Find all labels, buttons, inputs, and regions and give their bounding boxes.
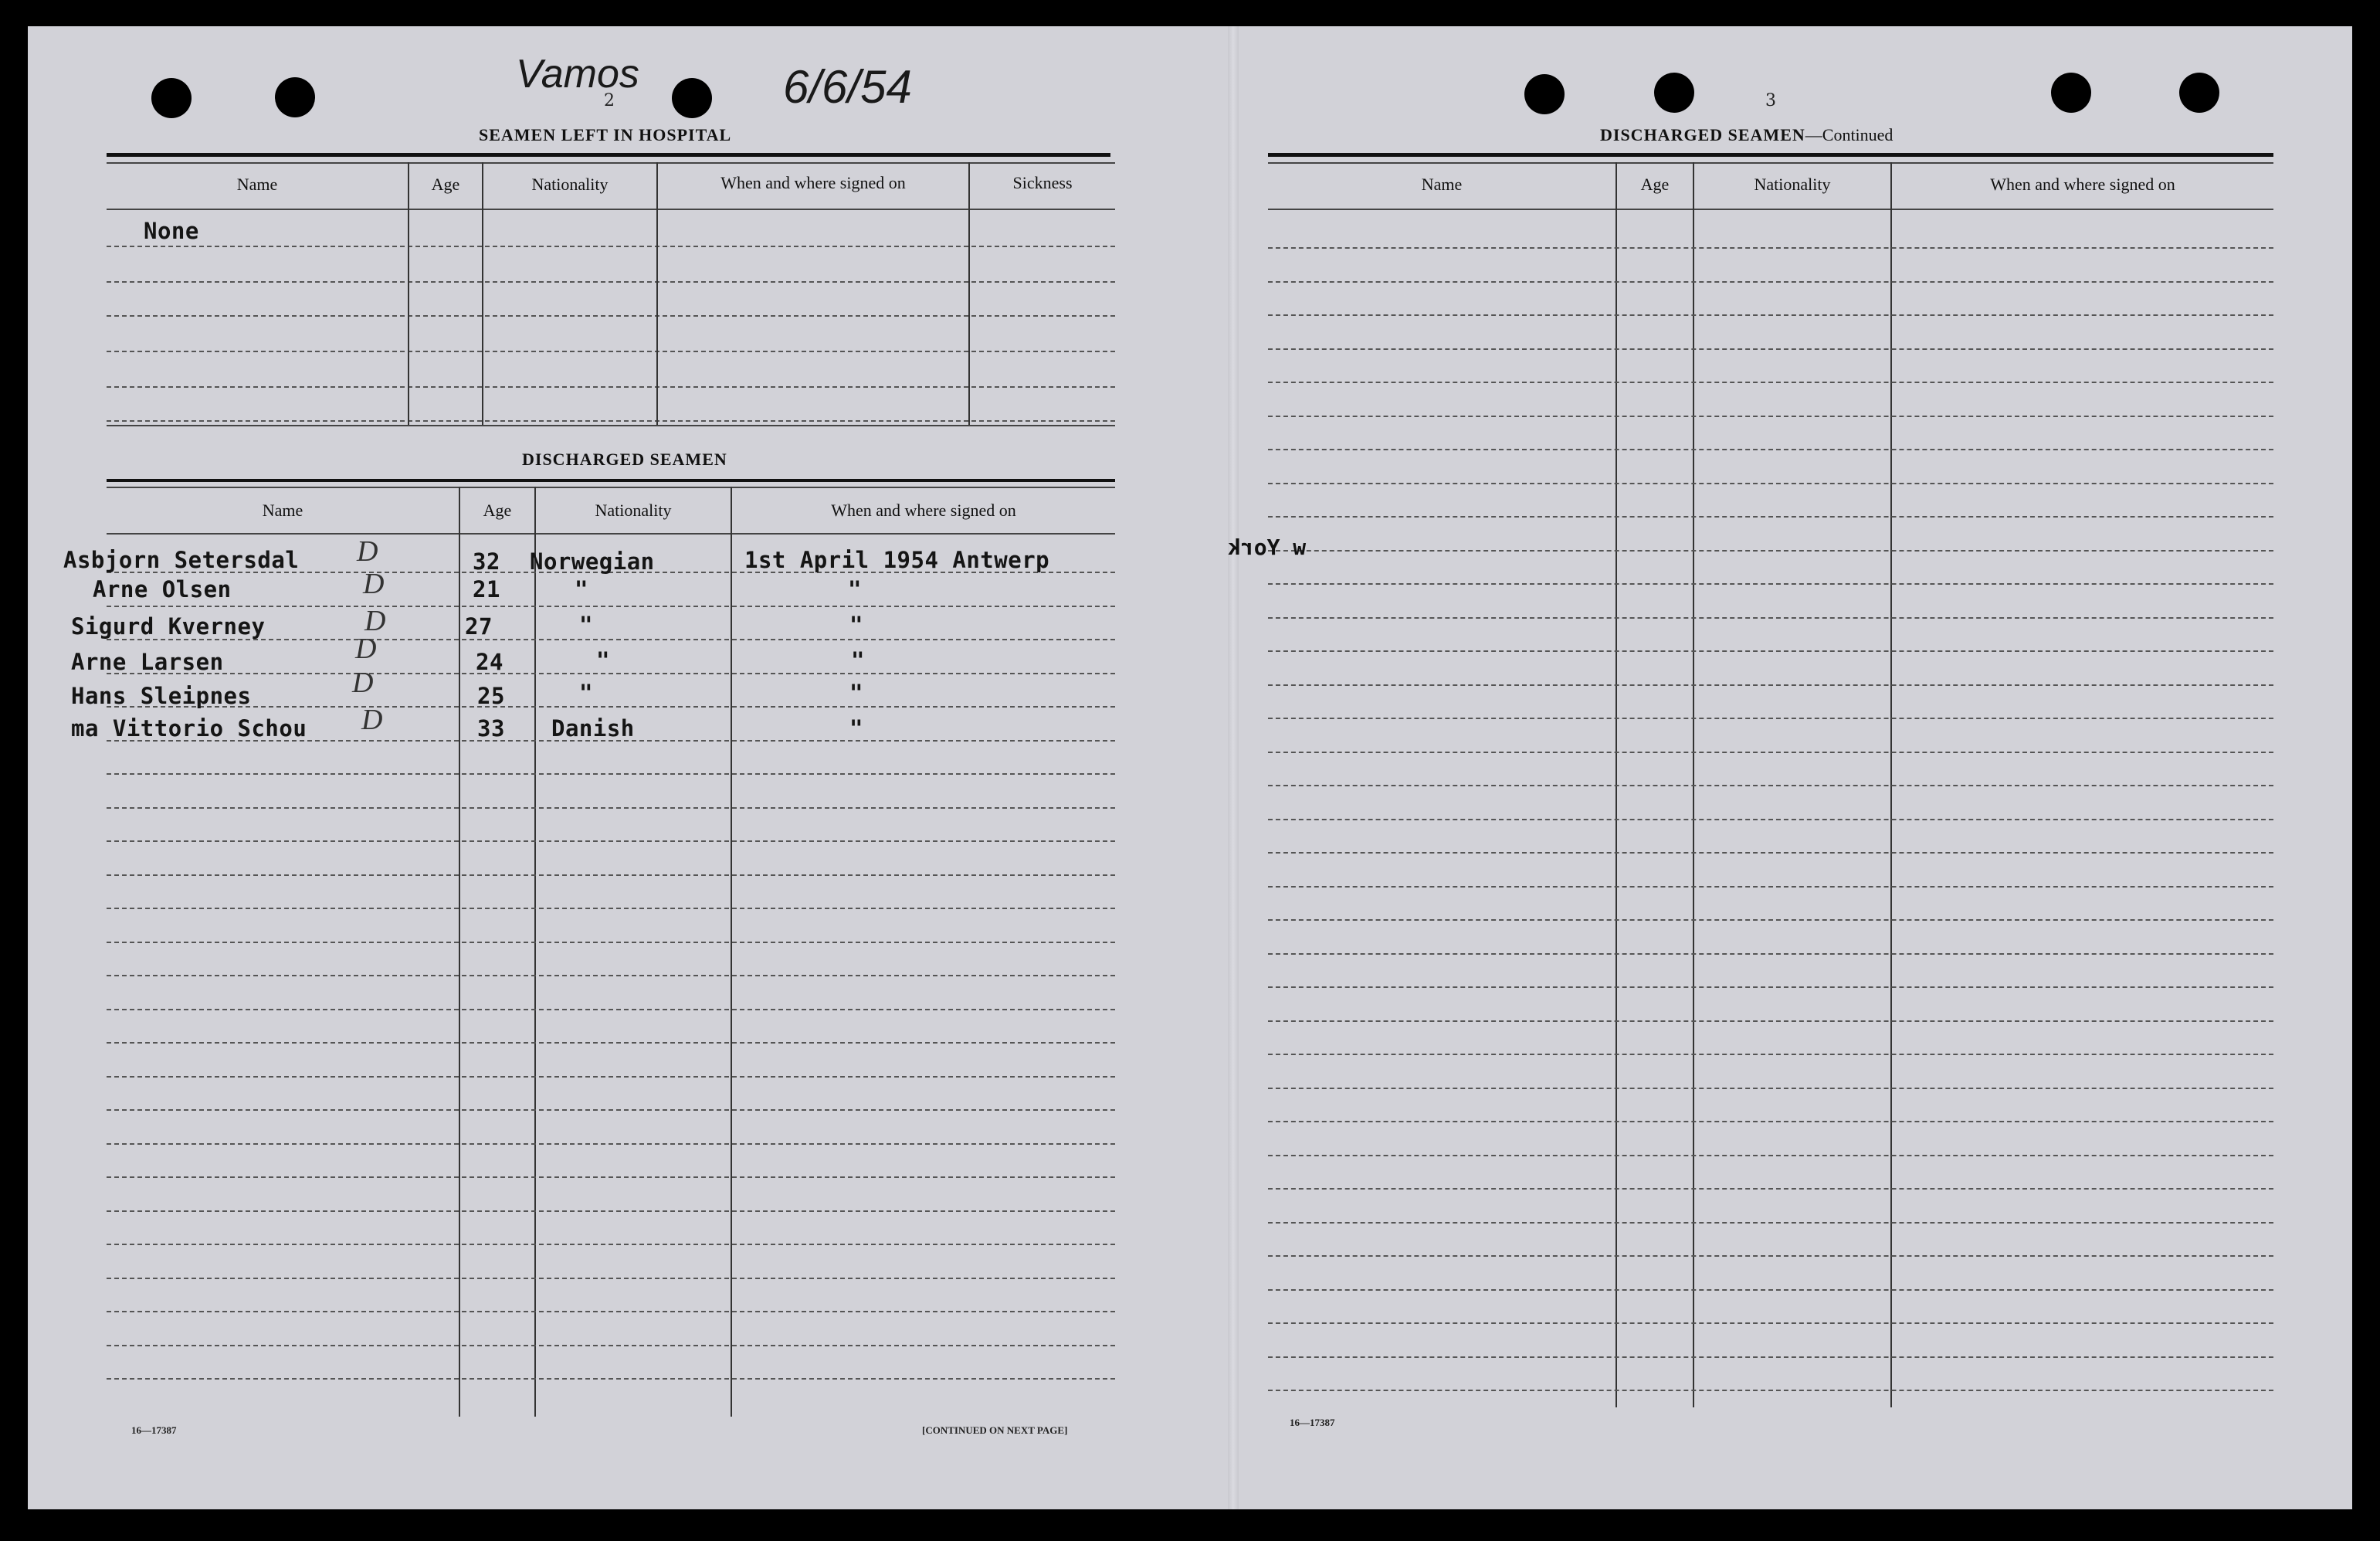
table-row-line bbox=[1268, 583, 2273, 585]
column-rule bbox=[968, 162, 970, 425]
table-rule bbox=[1268, 209, 2273, 210]
table-row-line bbox=[1268, 919, 2273, 921]
right-page-number: 3 bbox=[1765, 91, 1776, 110]
table-row-line bbox=[107, 840, 1115, 842]
table-row-line bbox=[107, 1378, 1115, 1380]
table-row-line bbox=[1268, 1289, 2273, 1291]
table-rule bbox=[1268, 162, 2273, 164]
discharged-col-nationality: Nationality bbox=[595, 501, 672, 520]
column-rule bbox=[482, 162, 483, 425]
table-row-line bbox=[107, 773, 1115, 775]
table-row-line bbox=[107, 315, 1115, 317]
table-row-line bbox=[107, 420, 1115, 422]
seaman-nationality: " bbox=[579, 612, 593, 638]
seaman-name: Hans Sleipnes bbox=[71, 683, 252, 709]
seaman-nationality: " bbox=[579, 680, 593, 706]
table-rule bbox=[107, 162, 1115, 164]
seaman-signed-on: 1st April 1954 Antwerp bbox=[744, 547, 1050, 573]
section-rule bbox=[1268, 153, 2273, 157]
seaman-age: 24 bbox=[476, 649, 503, 675]
table-row-line bbox=[1268, 314, 2273, 316]
discharged-col-signed-on: When and where signed on bbox=[831, 501, 1016, 520]
table-rule bbox=[107, 533, 1115, 535]
seaman-signed-on: " bbox=[848, 576, 862, 602]
table-row-line bbox=[107, 807, 1115, 809]
table-row-line bbox=[107, 1244, 1115, 1245]
bleed-through-text: w York bbox=[1228, 535, 1307, 560]
table-row-line bbox=[1268, 819, 2273, 820]
table-row-line bbox=[107, 706, 1115, 708]
seaman-name: Sigurd Kverney bbox=[71, 613, 266, 640]
seaman-nationality: Norwegian bbox=[530, 548, 655, 575]
discharge-mark: D bbox=[364, 605, 386, 637]
table-row-line bbox=[1268, 785, 2273, 786]
punch-hole bbox=[2051, 73, 2091, 113]
left-page-number: 2 bbox=[604, 91, 615, 110]
table-row-line bbox=[1268, 718, 2273, 719]
punch-hole bbox=[151, 78, 192, 118]
table-row-line bbox=[107, 1009, 1115, 1010]
date-stamp: 6/6/54 bbox=[783, 61, 912, 113]
table-row-line bbox=[107, 975, 1115, 976]
discharged-col-age: Age bbox=[483, 501, 512, 520]
seaman-signed-on: " bbox=[849, 715, 863, 742]
table-row-line bbox=[1268, 1390, 2273, 1391]
discharge-mark: D bbox=[352, 667, 374, 699]
continued-col-name: Name bbox=[1421, 175, 1463, 194]
table-row-line bbox=[1268, 986, 2273, 988]
seaman-nationality: " bbox=[596, 647, 610, 674]
table-row-line bbox=[1268, 1054, 2273, 1055]
table-row-line bbox=[1268, 449, 2273, 450]
table-row-line bbox=[1268, 617, 2273, 619]
continued-col-age: Age bbox=[1640, 175, 1670, 194]
hospital-section-title: SEAMEN LEFT IN HOSPITAL bbox=[479, 125, 732, 144]
table-rule bbox=[107, 425, 1115, 426]
table-row-line bbox=[107, 942, 1115, 943]
handwritten-note: Vamos bbox=[516, 52, 639, 97]
seaman-nationality: Danish bbox=[551, 715, 635, 742]
table-row-line bbox=[1268, 1255, 2273, 1257]
table-row-line bbox=[1268, 1322, 2273, 1324]
table-row-line bbox=[1268, 416, 2273, 417]
table-row-line bbox=[107, 1210, 1115, 1212]
table-row-line bbox=[1268, 516, 2273, 518]
table-row-line bbox=[107, 673, 1115, 674]
discharged-continued-title bbox=[1600, 125, 1893, 145]
table-row-line bbox=[1268, 1121, 2273, 1122]
table-row-line bbox=[1268, 650, 2273, 652]
seaman-nationality: " bbox=[575, 576, 588, 602]
table-row-line bbox=[107, 908, 1115, 909]
table-row-line bbox=[1268, 852, 2273, 854]
punch-hole bbox=[672, 78, 712, 118]
hospital-row-name: None bbox=[144, 218, 199, 244]
discharge-mark: D bbox=[363, 568, 385, 600]
seaman-name: Asbjorn Setersdal bbox=[63, 547, 300, 573]
discharged-col-name: Name bbox=[262, 501, 303, 520]
table-row-line bbox=[107, 874, 1115, 876]
right-form-number: 16—17387 bbox=[1290, 1417, 1335, 1428]
discharge-mark: D bbox=[357, 535, 378, 568]
left-form-number: 16—17387 bbox=[131, 1424, 177, 1436]
table-row-line bbox=[107, 1176, 1115, 1178]
page-fold bbox=[1228, 26, 1239, 1509]
table-row-line bbox=[1268, 281, 2273, 283]
hospital-col-signed-on: When and where signed on bbox=[720, 173, 906, 192]
punch-hole bbox=[275, 77, 315, 117]
table-row-line bbox=[1268, 953, 2273, 955]
seaman-age: 21 bbox=[473, 576, 500, 602]
table-row-line bbox=[1268, 348, 2273, 350]
punch-hole bbox=[2179, 73, 2219, 113]
document-sheet bbox=[28, 26, 2352, 1509]
table-row-line bbox=[107, 1311, 1115, 1312]
punch-hole bbox=[1654, 73, 1694, 113]
column-rule bbox=[656, 162, 658, 425]
column-rule bbox=[408, 162, 409, 425]
table-row-line bbox=[107, 1076, 1115, 1078]
hospital-col-name: Name bbox=[236, 175, 278, 194]
table-row-line bbox=[107, 606, 1115, 607]
table-row-line bbox=[107, 1278, 1115, 1279]
seaman-age: 25 bbox=[477, 683, 505, 709]
seaman-age: 33 bbox=[477, 715, 505, 742]
table-row-line bbox=[1268, 1088, 2273, 1089]
section-rule bbox=[107, 479, 1115, 482]
table-row-line bbox=[1268, 1020, 2273, 1022]
table-row-line bbox=[107, 1042, 1115, 1044]
seaman-signed-on: " bbox=[849, 612, 863, 638]
seaman-signed-on: " bbox=[851, 647, 865, 674]
table-row-line bbox=[107, 281, 1115, 283]
hospital-col-age: Age bbox=[431, 175, 460, 194]
table-row-line bbox=[107, 351, 1115, 352]
table-row-line bbox=[1268, 550, 2273, 552]
hospital-col-sickness: Sickness bbox=[1012, 173, 1073, 192]
discharge-mark: D bbox=[361, 704, 383, 736]
seaman-age: 32 bbox=[473, 548, 500, 575]
table-row-line bbox=[1268, 1188, 2273, 1190]
table-row-line bbox=[1268, 382, 2273, 383]
table-row-line bbox=[1268, 483, 2273, 484]
table-row-line bbox=[1268, 886, 2273, 888]
section-rule bbox=[107, 153, 1110, 157]
table-row-line bbox=[107, 1143, 1115, 1145]
seaman-name: Arne Larsen bbox=[71, 649, 224, 675]
discharged-section-title: DISCHARGED SEAMEN bbox=[522, 450, 727, 469]
table-row-line bbox=[107, 1109, 1115, 1111]
table-rule bbox=[107, 209, 1115, 210]
table-row-line bbox=[107, 1345, 1115, 1346]
continued-note: [CONTINUED ON NEXT PAGE] bbox=[922, 1424, 1068, 1436]
table-row-line bbox=[107, 386, 1115, 388]
discharge-mark: D bbox=[355, 633, 377, 665]
punch-hole bbox=[1524, 74, 1565, 114]
continued-suffix: —Continued bbox=[1805, 125, 1893, 144]
discharged-continued-label: DISCHARGED SEAMEN bbox=[1600, 125, 1805, 144]
seaman-age: 27 bbox=[465, 613, 493, 640]
seaman-name: Arne Olsen bbox=[93, 576, 232, 602]
table-row-line bbox=[1268, 752, 2273, 753]
table-row-line bbox=[1268, 247, 2273, 249]
continued-col-nationality: Nationality bbox=[1754, 175, 1831, 194]
table-rule bbox=[107, 487, 1115, 488]
seaman-name: ma Vittorio Schou bbox=[71, 715, 307, 742]
table-row-line bbox=[1268, 1155, 2273, 1156]
table-row-line bbox=[1268, 684, 2273, 686]
table-row-line bbox=[1268, 1222, 2273, 1224]
continued-col-signed-on: When and where signed on bbox=[1990, 175, 2175, 194]
table-row-line bbox=[107, 246, 1115, 247]
table-row-line bbox=[1268, 1356, 2273, 1358]
hospital-col-nationality: Nationality bbox=[531, 175, 609, 194]
seaman-signed-on: " bbox=[849, 680, 863, 706]
